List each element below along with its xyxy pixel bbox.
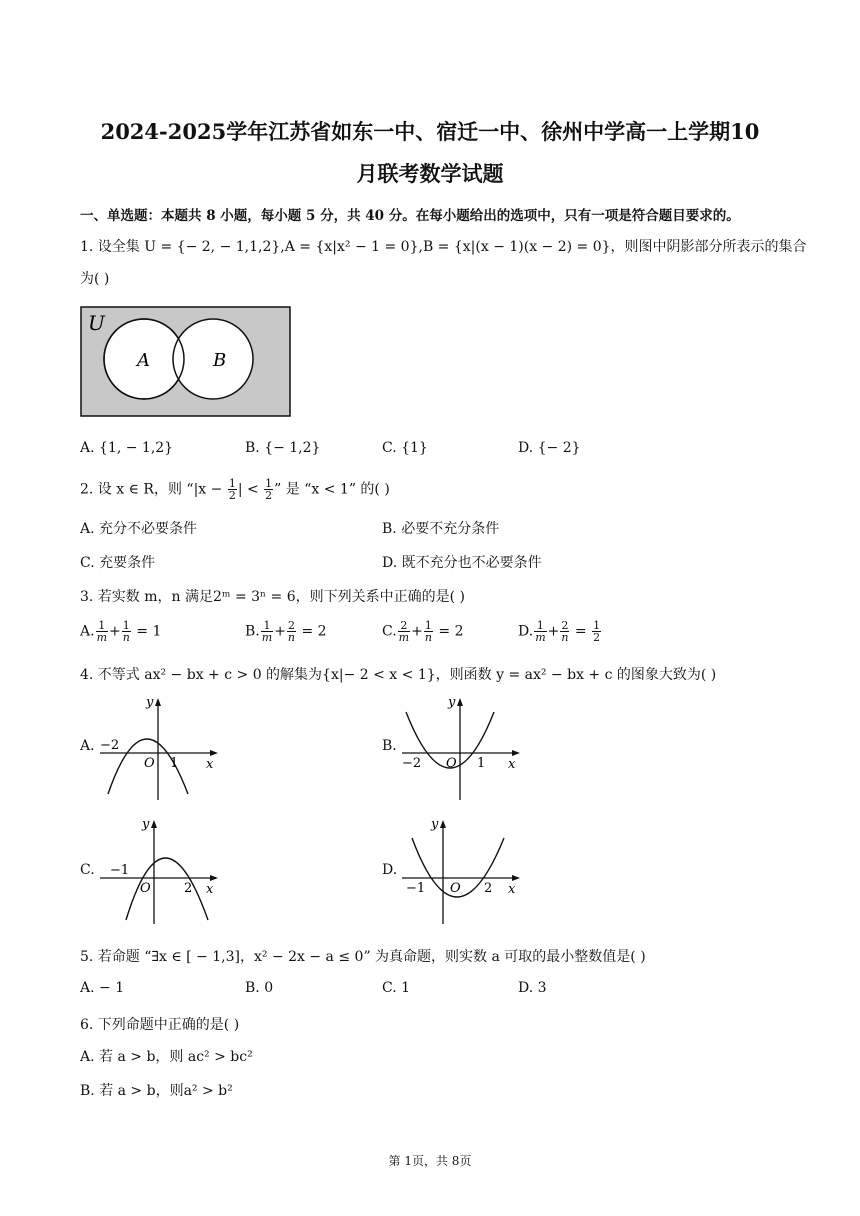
q4-label-d: D.	[382, 862, 398, 878]
svg-text:y: y	[146, 695, 154, 710]
page-footer: 第 1页，共 8页	[388, 1154, 472, 1168]
q1-text-line1: 1. 设全集 U = {− 2, − 1,1,2},A = {x|x² − 1 = 0},B = {x|(x − 1)(x − 2) = 0}，则图中阴影部分所表示的集合	[80, 239, 807, 255]
graph-b-root-right: 1	[477, 756, 486, 771]
q5-option-a: A. − 1	[80, 980, 125, 996]
q1-option-a: A. {1, − 1,2}	[80, 440, 174, 456]
graph-c-root-left: −1	[110, 863, 130, 878]
q6-text: 6. 下列命题中正确的是( )	[80, 1017, 240, 1033]
q2-option-a: A. 充分不必要条件	[80, 521, 198, 537]
q4-label-c: C.	[80, 862, 95, 878]
q2-option-d: D. 既不充分也不必要条件	[382, 555, 542, 571]
graph-c	[96, 816, 226, 928]
graph-d-root-left: −1	[406, 881, 426, 896]
svg-text:x: x	[508, 757, 516, 772]
svg-text:y: y	[142, 817, 150, 832]
venn-label-u: U	[88, 311, 105, 335]
venn-label-b: B	[213, 350, 227, 371]
q3-option-a: A. $\frac{1}{m}$ + $\frac{1}{n}$ = 1	[80, 619, 162, 644]
svg-text:O: O	[446, 756, 457, 771]
exam-title-line1: 2024-2025学年江苏省如东一中、宿迁一中、徐州中学高一上学期10	[100, 119, 760, 144]
graph-b-root-left: −2	[402, 756, 422, 771]
q1-text-line2: 为( )	[80, 271, 110, 287]
svg-text:O: O	[144, 756, 155, 771]
venn-diagram	[80, 306, 292, 418]
graph-d-root-right: 2	[484, 881, 493, 896]
q2-text	[80, 478, 390, 501]
graph-c-root-right: 2	[184, 881, 193, 896]
svg-text:y: y	[431, 817, 439, 832]
graph-c-curve	[126, 858, 208, 920]
q5-option-c: C. 1	[382, 980, 411, 996]
section-heading: 一、单选题：本题共 8 小题，每小题 5 分，共 40 分。在每小题给出的选项中，只有一项是符合题目要求的。	[80, 208, 740, 224]
q6-option-a: A. 若 a > b，则 ac² > bc²	[80, 1049, 253, 1065]
q3-option-b: B. $\frac{1}{m}$ + $\frac{2}{n}$ = 2	[245, 619, 327, 644]
graph-a-root-right: 1	[170, 756, 179, 771]
q3-text: 3. 若实数 m，n 满足2ᵐ = 3ⁿ = 6，则下列关系中正确的是( )	[80, 589, 465, 605]
svg-text:O: O	[450, 881, 461, 896]
svg-text:x: x	[508, 882, 516, 897]
q1-option-b: B. {− 1,2}	[245, 440, 321, 456]
q4-label-b: B.	[382, 738, 397, 754]
svg-text:O: O	[140, 881, 151, 896]
q1-option-c: C. {1}	[382, 440, 428, 456]
q2-frac-half: $\frac{1}{2}$	[228, 477, 236, 502]
q1-option-d: D. {− 2}	[518, 440, 581, 456]
svg-text:x: x	[206, 757, 214, 772]
q6-option-b: B. 若 a > b，则a² > b²	[80, 1083, 233, 1099]
q4-label-a: A.	[80, 738, 95, 754]
q3-option-d: D. $\frac{1}{m}$ + $\frac{2}{n}$ = $\frac{1}{2}$	[518, 619, 601, 644]
q5-text: 5. 若命题 “∃x ∈ [ − 1,3]，x² − 2x − a ≤ 0” 为真命题，则实数 a 可取的最小整数值是( )	[80, 949, 646, 965]
q2-option-b: B. 必要不充分条件	[382, 521, 500, 537]
svg-text:x: x	[206, 882, 214, 897]
q4-text: 4. 不等式 ax² − bx + c > 0 的解集为{x|− 2 < x < 1}，则函数 y = ax² − bx + c 的图象大致为( )	[80, 667, 717, 683]
graph-d	[398, 816, 528, 928]
q3-option-c: C. $\frac{2}{m}$ + $\frac{1}{n}$ = 2	[382, 619, 464, 644]
q2-frac-half-rhs: $\frac{1}{2}$	[265, 477, 273, 502]
exam-title-line2: 月联考数学试题	[356, 161, 504, 186]
graph-a	[96, 694, 226, 804]
venn-label-a: A	[137, 350, 150, 371]
q5-option-b: B. 0	[245, 980, 274, 996]
q5-option-d: D. 3	[518, 980, 547, 996]
graph-a-root-left: −2	[100, 738, 120, 753]
q2-option-c: C. 充要条件	[80, 555, 156, 571]
q2-suffix: ” 是 “x < 1” 的( )	[274, 481, 390, 498]
graph-b	[398, 694, 528, 804]
q2-prefix: 2. 设 x ∈ R，则 “|x −	[80, 481, 227, 498]
q2-mid: | <	[237, 481, 264, 498]
svg-text:y: y	[448, 695, 456, 710]
